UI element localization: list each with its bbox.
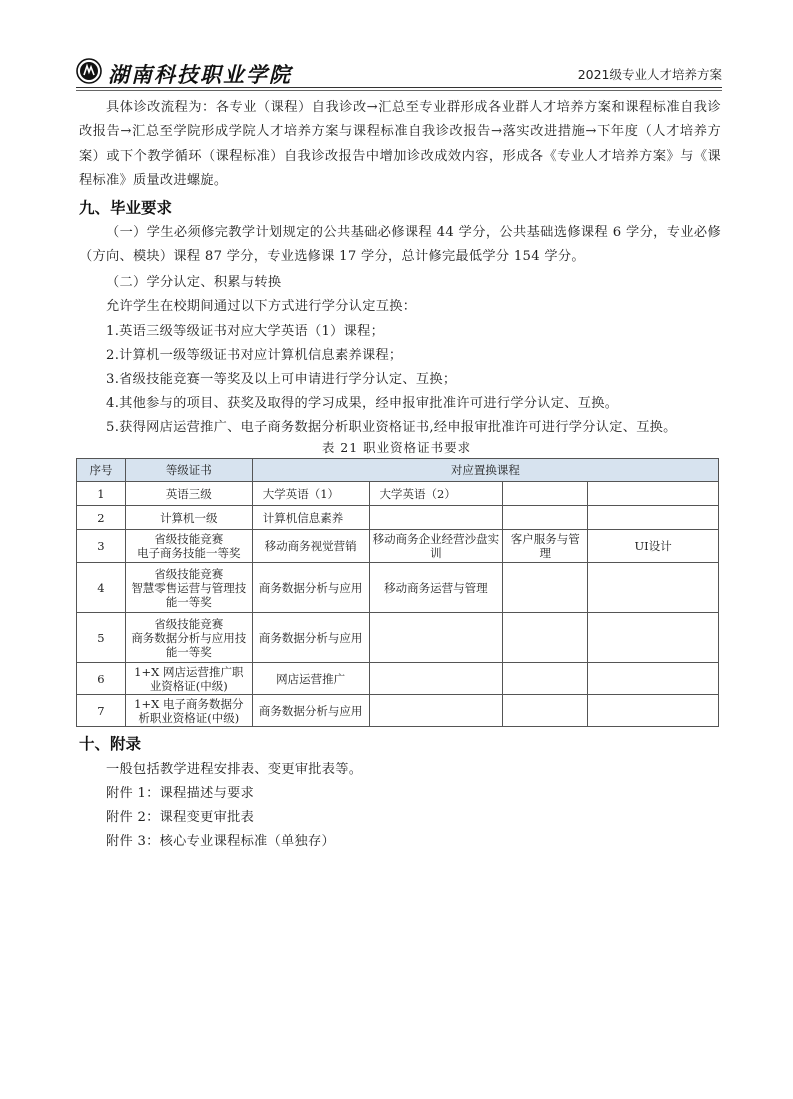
certificate-table xyxy=(76,458,719,727)
table-header-row xyxy=(77,459,719,482)
conversion-item: 4.其他参与的项目、获奖及取得的学习成果，经申报审批准许可进行学分认定、互换。 xyxy=(106,396,619,411)
certificate-cell: 省级技能竞赛 智慧零售运营与管理技能一等奖 xyxy=(125,563,252,613)
table-row xyxy=(77,613,719,663)
course-cell: 大学英语（1） xyxy=(252,482,369,506)
course-cell xyxy=(588,506,719,530)
course-cell: 网店运营推广 xyxy=(252,663,369,695)
conversion-item: 1.英语三级等级证书对应大学英语（1）课程； xyxy=(106,324,385,339)
course-cell xyxy=(503,695,588,727)
course-cell xyxy=(369,506,503,530)
certificate-cell: 省级技能竞赛 商务数据分析与应用技能一等奖 xyxy=(125,613,252,663)
appendix-item: 附件 2：课程变更审批表 xyxy=(106,810,255,825)
section-heading-graduation: 九、毕业要求 xyxy=(79,199,173,217)
course-cell: 商务数据分析与应用 xyxy=(252,695,369,727)
course-cell: 移动商务企业经营沙盘实训 xyxy=(369,530,503,563)
column-header-certificate: 等级证书 xyxy=(125,459,252,482)
row-number: 5 xyxy=(77,613,126,663)
row-number: 3 xyxy=(77,530,126,563)
course-cell xyxy=(369,663,503,695)
course-cell xyxy=(503,506,588,530)
conversion-item: 2.计算机一级等级证书对应计算机信息素养课程； xyxy=(106,348,403,363)
course-cell xyxy=(588,613,719,663)
course-cell xyxy=(588,563,719,613)
course-cell: 商务数据分析与应用 xyxy=(252,563,369,613)
conversion-item: 3.省级技能竞赛一等奖及以上可申请进行学分认定、互换； xyxy=(106,372,457,387)
appendix-description: 一般包括教学进程安排表、变更审批表等。 xyxy=(106,762,363,777)
section-heading-appendix: 十、附录 xyxy=(79,735,142,753)
subheading-credit-conversion: （二）学分认定、积累与转换 xyxy=(106,275,282,290)
course-cell xyxy=(369,695,503,727)
credit-conversion-intro: 允许学生在校期间通过以下方式进行学分认定互换： xyxy=(106,299,417,314)
course-cell xyxy=(503,663,588,695)
school-logo-icon xyxy=(76,58,102,84)
certificate-cell: 1+X 网店运营推广职业资格证(中级) xyxy=(125,663,252,695)
table-row xyxy=(77,482,719,506)
column-header-no: 序号 xyxy=(77,459,126,482)
row-number: 2 xyxy=(77,506,126,530)
row-number: 4 xyxy=(77,563,126,613)
diagnosis-process-paragraph: 具体诊改流程为：各专业（课程）自我诊改→汇总至专业群形成各业群人才培养方案和课程标准自我诊改报告→汇总至学院形成学院人才培养方案与课程标准自我诊改报告→落实改进措施→下年度（人才培养方案）或下个教学循环（课程标准）自我诊改报告中增加诊改成效内容，形成各《专业人才培养方案》与《课程标准》质量改进螺旋。 xyxy=(79,100,721,189)
table-row xyxy=(77,530,719,563)
appendix-item: 附件 1：课程描述与要求 xyxy=(106,786,255,801)
certificate-cell: 计算机一级 xyxy=(125,506,252,530)
credit-requirement-paragraph: （一）学生必须修完教学计划规定的公共基础必修课程 44 学分，公共基础选修课程 6 学分，专业必修（方向、模块）课程 87 学分，专业选修课 17 学分，总计修完最低学分 154 学分。 xyxy=(79,225,721,265)
certificate-cell: 省级技能竞赛 电子商务技能一等奖 xyxy=(125,530,252,563)
course-cell xyxy=(588,695,719,727)
course-cell: 移动商务运营与管理 xyxy=(369,563,503,613)
course-cell: 移动商务视觉营销 xyxy=(252,530,369,563)
column-header-courses: 对应置换课程 xyxy=(252,459,718,482)
document-title: 2021级专业人才培养方案 xyxy=(577,67,722,82)
course-cell xyxy=(588,482,719,506)
header-divider-thin xyxy=(76,90,722,91)
course-cell xyxy=(369,613,503,663)
table-row xyxy=(77,506,719,530)
course-cell xyxy=(588,663,719,695)
course-cell xyxy=(503,613,588,663)
certificate-cell: 1+X 电子商务数据分析职业资格证(中级) xyxy=(125,695,252,727)
course-cell: 计算机信息素养 xyxy=(252,506,369,530)
course-cell xyxy=(503,482,588,506)
table-caption: 表 21 职业资格证书要求 xyxy=(321,440,472,455)
certificate-cell: 英语三级 xyxy=(125,482,252,506)
row-number: 1 xyxy=(77,482,126,506)
table-row xyxy=(77,663,719,695)
row-number: 7 xyxy=(77,695,126,727)
page-header xyxy=(76,52,722,88)
course-cell xyxy=(503,563,588,613)
school-name: 湖南科技职业学院 xyxy=(108,62,292,87)
course-cell: 商务数据分析与应用 xyxy=(252,613,369,663)
appendix-item: 附件 3：核心专业课程标准（单独存） xyxy=(106,834,335,849)
row-number: 6 xyxy=(77,663,126,695)
course-cell: UI设计 xyxy=(588,530,719,563)
course-cell: 大学英语（2） xyxy=(369,482,503,506)
table-row xyxy=(77,563,719,613)
header-divider xyxy=(76,87,722,88)
table-row xyxy=(77,695,719,727)
course-cell: 客户服务与管理 xyxy=(503,530,588,563)
conversion-item: 5.获得网店运营推广、电子商务数据分析职业资格证书,经申报审批准许可进行学分认定、互换。 xyxy=(106,420,677,435)
